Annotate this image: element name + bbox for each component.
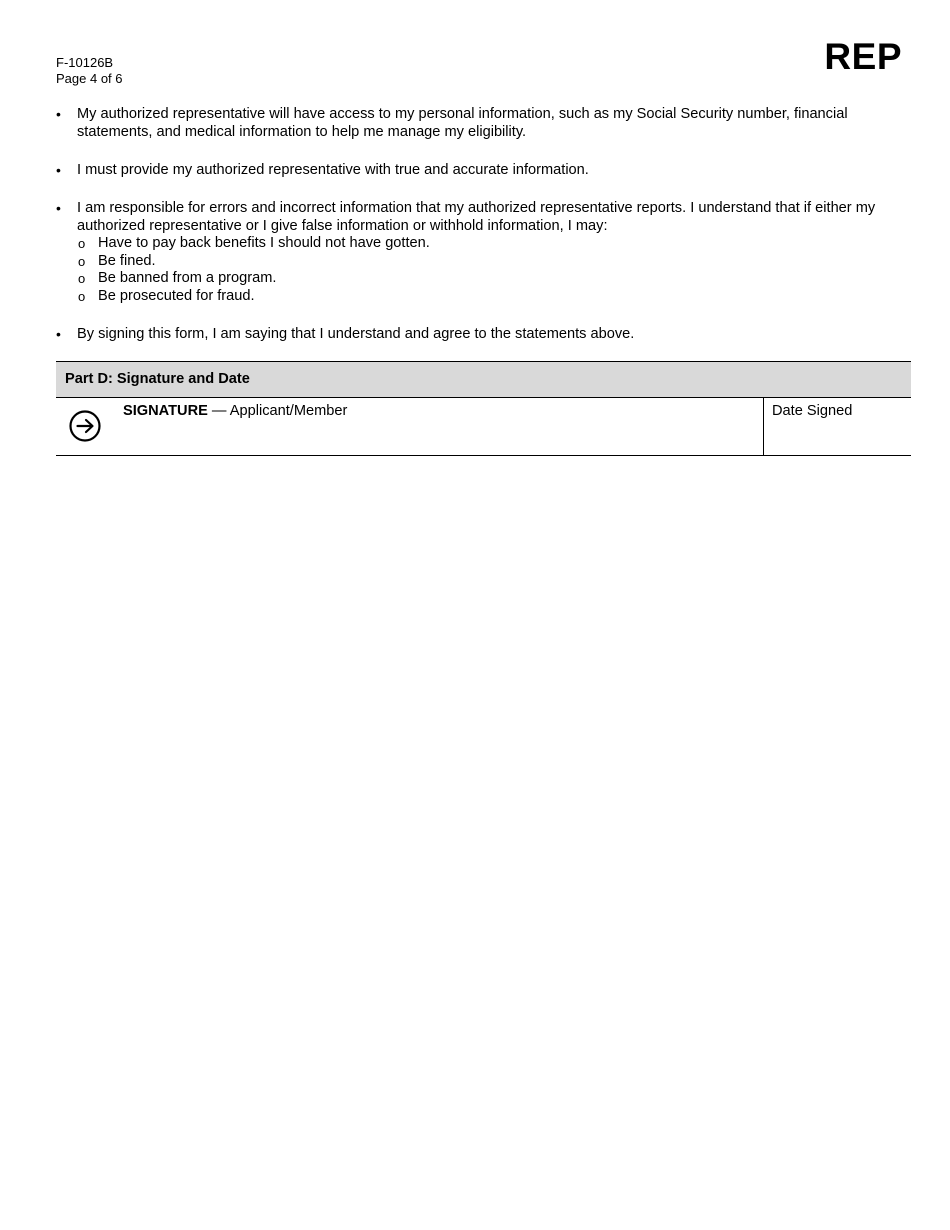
- signature-label-role: — Applicant/Member: [207, 403, 348, 419]
- signature-row: [56, 398, 911, 455]
- signature-label: [123, 402, 347, 420]
- form-number: F-10126B: [56, 55, 114, 70]
- signature-table: [56, 361, 911, 456]
- statement-item: [56, 325, 911, 343]
- consequence-item: o Have to pay back benefits I should not have gotten.: [77, 235, 911, 253]
- consequence-list: [77, 235, 911, 305]
- form-title: REP: [824, 36, 902, 77]
- statement-item: [56, 161, 911, 179]
- statement-list: [56, 105, 911, 343]
- signature-label-bold: SIGNATURE: [123, 403, 208, 419]
- statement-item: [56, 105, 911, 141]
- date-signed-field[interactable]: [764, 398, 911, 455]
- statement-text: By signing this form, I am saying that I understand and agree to the statements above.: [77, 326, 635, 342]
- arrow-right-circle-icon: [68, 409, 102, 443]
- consequence-item: o Be fined.: [77, 253, 911, 271]
- date-signed-label: Date Signed: [772, 403, 853, 419]
- statements-section: [56, 105, 911, 363]
- consequence-item: o Be prosecuted for fraud.: [77, 288, 911, 306]
- statement-text: My authorized representative will have access to my personal information, such as my Social Security number, financial statements, and medical information to help me manage my eligibility.: [77, 106, 848, 140]
- part-d-header: Part D: Signature and Date: [56, 362, 911, 398]
- statement-text: I must provide my authorized representative with true and accurate information.: [77, 162, 589, 178]
- page-number: Page 4 of 6: [56, 71, 123, 86]
- consequence-item: o Be banned from a program.: [77, 270, 911, 288]
- statement-item: [56, 199, 911, 305]
- statement-text: I am responsible for errors and incorrect information that my authorized representative reports. I understand that if either my authorized representative or I give false information or withhold information, I may:: [77, 200, 876, 234]
- form-identifier: [56, 55, 123, 87]
- signature-field[interactable]: [56, 398, 764, 455]
